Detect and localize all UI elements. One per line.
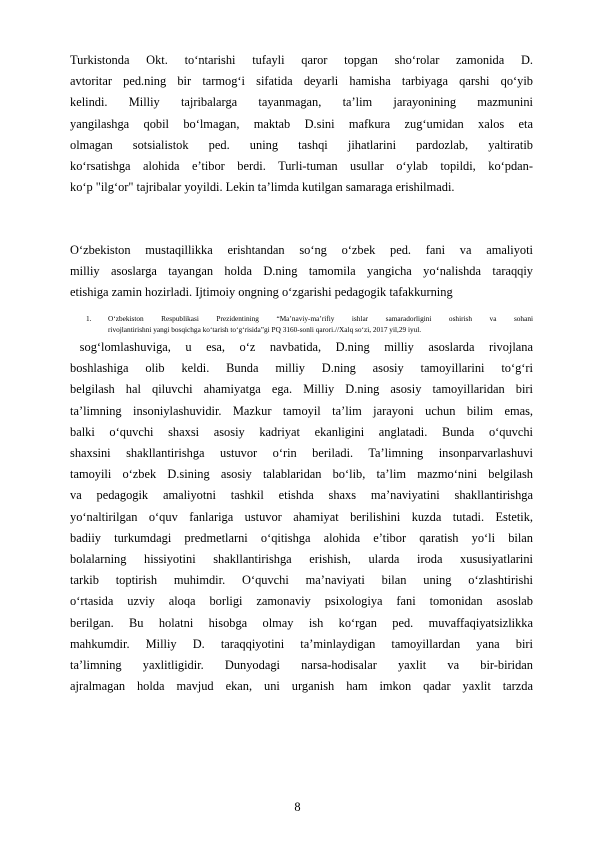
text-line: avtoritar ped.ning bir tarmog‘i sifatida deyarli hamisha tarbiyaga qarshi qo‘yib bbox=[70, 74, 533, 89]
footnote bbox=[70, 313, 533, 335]
text-line: tamoyili o‘zbek D.sining asosiy talablaridan bo‘lib, ta’lim mazmo‘nini belgilash bbox=[70, 467, 533, 482]
text-line: sog‘lomlashuviga, u esa, o‘z navbatida, D.ning milliy asoslarda rivojlana bbox=[70, 340, 533, 354]
paragraph-2 bbox=[70, 240, 533, 304]
paragraph-1 bbox=[70, 50, 533, 198]
text-line: ajralmagan holda mavjud ekan, uni urganish ham imkon qadar yaxlit tarzda bbox=[70, 679, 533, 694]
footnote-number: 1. bbox=[86, 314, 92, 323]
footnote-text: O‘zbekiston Respublikasi Prezidentining “Ma’naviy-ma’rifiy ishlar samaradorligini oshirish va sohani bbox=[108, 314, 533, 323]
text-line: Turkistonda Okt. to‘ntarishi tufayli qaror topgan sho‘rolar zamonida D. bbox=[70, 53, 533, 67]
text-line: ko‘p "ilg‘or" tajribalar yoyildi. Lekin ta’limda kutilgan samaraga erishilmadi. bbox=[70, 180, 455, 195]
text-line: ta’limning yaxlitligidir. Dunyodagi narsa-hodisalar yaxlit va bir-biridan bbox=[70, 658, 533, 673]
text-line: o‘rtasida uzviy aloqa borligi zamonaviy psixologiya fani tomonidan asoslab bbox=[70, 594, 533, 609]
page-number: 8 bbox=[294, 800, 301, 814]
text-line: kelindi. Milliy tajribalarga tayanmagan, ta’lim jarayonining mazmunini bbox=[70, 95, 533, 110]
text-line: olmagan sotsialistok ped. uning tashqi jihatlarini pardozlab, yaltiratib bbox=[70, 137, 533, 152]
text-line: ko‘rsatishga alohida e’tibor berdi. Turli-tuman usullar o‘ylab topildi, ko‘pdan- bbox=[70, 159, 533, 174]
text-line: berilgan. Bu holatni hisobga olmay ish ko‘rgan ped. muvaffaqiyatsizlikka bbox=[70, 615, 533, 630]
text-line: O‘zbekiston mustaqillikka erishtandan so‘ng o‘zbek ped. fani va amaliyoti bbox=[70, 243, 533, 257]
footnote-line-1 bbox=[70, 313, 533, 324]
text-line: bolalarning hissiyotini shakllantirishga erishish, ularda iroda xususiyatlarini bbox=[70, 552, 533, 567]
text-line: badiiy turkumdagi predmetlarni o‘qitishga alohida e’tibor qaratish yo‘li bilan bbox=[70, 530, 533, 545]
text-line: ta’limning insoniylashuvidir. Mazkur tamoyil ta’lim jarayoni uchun bilim emas, bbox=[70, 403, 533, 418]
text-line: va pedagogik amaliyotni tashkil etishda shaxs ma’naviyatini shakllantirishga bbox=[70, 488, 533, 503]
text-line: yo‘naltirilgan o‘quv fanlariga ustuvor ahamiyat berilishini kuzda tutadi. Estetik, bbox=[70, 509, 533, 524]
text-line: milliy asoslarga tayangan holda D.ning tamomila yangicha yo‘nalishda taraqqiy bbox=[70, 264, 533, 279]
text-line: belgilash hal qiluvchi ahamiyatga ega. Milliy D.ning asosiy tamoyillaridan biri bbox=[70, 382, 533, 397]
text-line: etishiga zamin hozirladi. Ijtimoiy ongning o‘zgarishi pedagogik tafakkurning bbox=[70, 285, 453, 300]
paragraph-3 bbox=[70, 337, 533, 697]
text-line: yangilashga qobil bo‘lmagan, maktab D.sini mafkura zug‘umidan xalos eta bbox=[70, 116, 533, 131]
text-line: balki o‘quvchi shaxsi asosiy kadriyat ekanligini anglatadi. Bunda o‘quvchi bbox=[70, 424, 533, 439]
text-line: mahkumdir. Milliy D. taraqqiyotini ta’minlaydigan tamoyillardan yana biri bbox=[70, 636, 533, 651]
footnote-line-2: rivojlantirishni yangi bosqichga ko‘tarish to‘g‘risida”gi PQ 3160-sonli qarori.//Xalq so‘zi, 2017 yil,29 iyul. bbox=[108, 325, 422, 334]
text-line: tarkib toptirish muhimdir. O‘quvchi ma’naviyati bilan uning o‘zlashtirishi bbox=[70, 573, 533, 588]
text-line: shaxsini shakllantirishga ustuvor o‘rin beriladi. Ta’limning insonparvarlashuvi bbox=[70, 446, 533, 461]
text-line: boshlashiga olib keldi. Bunda milliy D.ning asosiy tamoyillarini to‘g‘ri bbox=[70, 361, 533, 376]
